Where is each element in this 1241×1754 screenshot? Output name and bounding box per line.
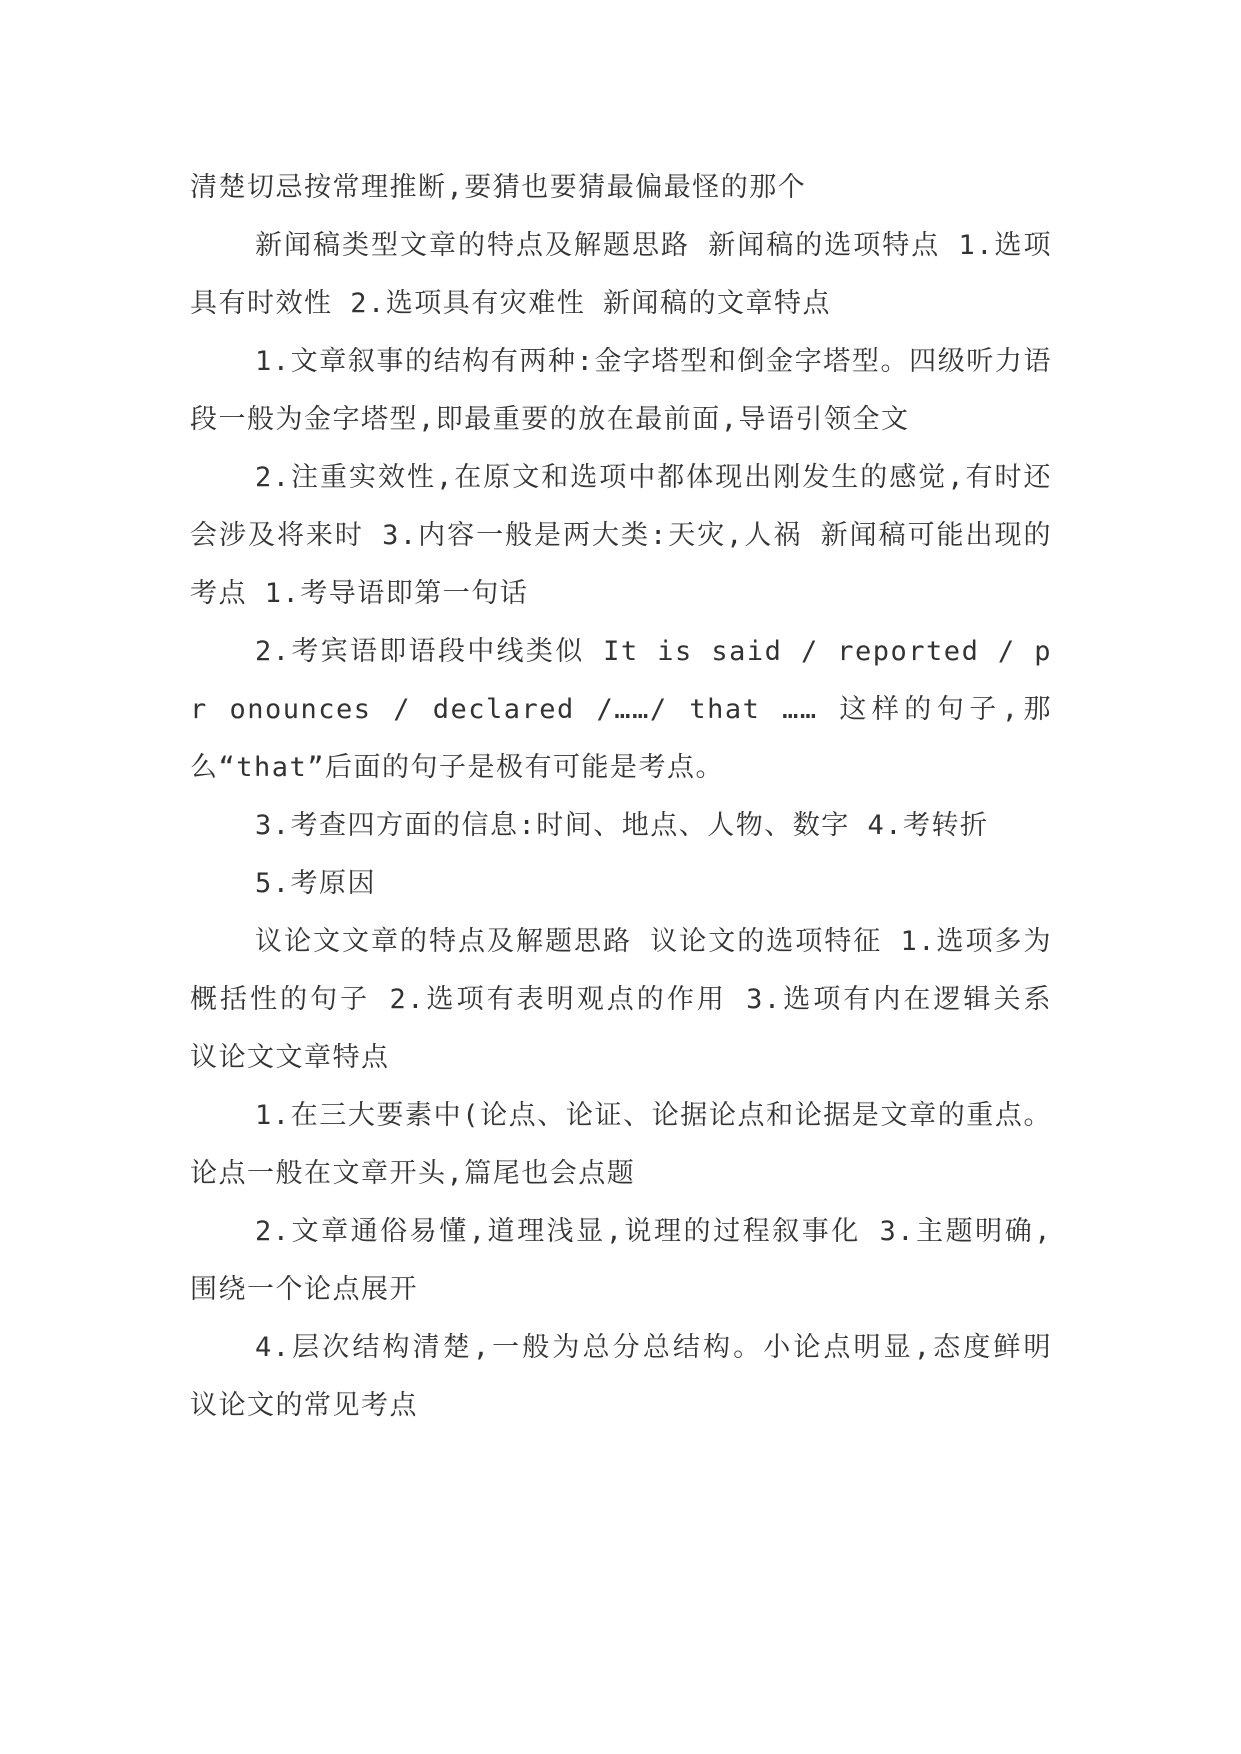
paragraph: 2.考宾语即语段中线类似 It is said / reported / pr onounces / declared /……/ that …… 这样的句子,那么“that”后面的句子是极有可能是考点。 [190, 636, 1052, 783]
paragraph: 新闻稿类型文章的特点及解题思路 新闻稿的选项特点 1.选项具有时效性 2.选项具有灾难性 新闻稿的文章特点 [190, 230, 1052, 319]
document-body [190, 159, 1052, 1435]
paragraph: 5.考原因 [255, 868, 377, 899]
paragraph: 3.考查四方面的信息:时间、地点、人物、数字 4.考转折 [255, 810, 989, 841]
paragraph: 4.层次结构清楚,一般为总分总结构。小论点明显,态度鲜明 议论文的常见考点 [190, 1332, 1052, 1421]
paragraph: 1.在三大要素中(论点、论证、论据论点和论据是文章的重点。论点一般在文章开头,篇尾也会点题 [190, 1100, 1052, 1189]
paragraph: 清楚切忌按常理推断,要猜也要猜最偏最怪的那个 [190, 172, 807, 203]
paragraph: 2.文章通俗易懂,道理浅显,说理的过程叙事化 3.主题明确,围绕一个论点展开 [190, 1216, 1052, 1305]
paragraph: 1.文章叙事的结构有两种:金字塔型和倒金字塔型。四级听力语段一般为金字塔型,即最重要的放在最前面,导语引领全文 [190, 346, 1052, 435]
paragraph: 议论文文章的特点及解题思路 议论文的选项特征 1.选项多为概括性的句子 2.选项有表明观点的作用 3.选项有内在逻辑关系 议论文文章特点 [190, 926, 1052, 1073]
paragraph: 2.注重实效性,在原文和选项中都体现出刚发生的感觉,有时还会涉及将来时 3.内容一般是两大类:天灾,人祸 新闻稿可能出现的考点 1.考导语即第一句话 [190, 462, 1052, 609]
